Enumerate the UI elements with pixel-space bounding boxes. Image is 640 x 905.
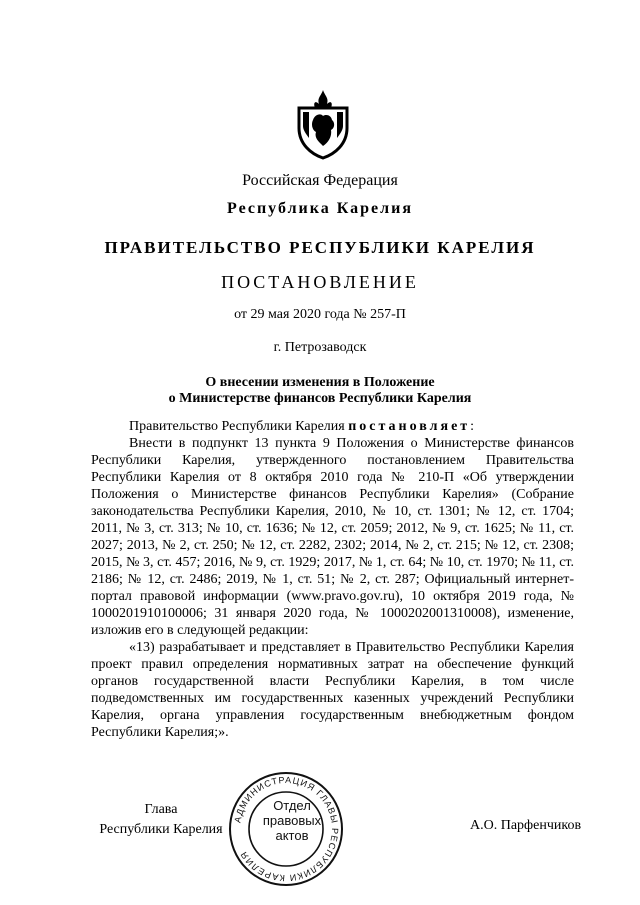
subject-line-1: О внесении изменения в Положение (205, 375, 435, 390)
signer-name: А.О. Парфенчиков (470, 818, 582, 833)
republic-name: Республика Карелия (227, 200, 413, 217)
subject-line-2: о Министерстве финансов Республики Карелия (168, 391, 472, 406)
country-name: Российская Федерация (242, 172, 398, 189)
signer-title-line-1: Глава (144, 802, 178, 817)
signer-title-line-2: Республики Карелия (99, 822, 223, 837)
body-paragraph-2: «13) разрабатывает и представляет в Правительство Республики Карелия проект правил определения нормативных затрат на обеспечение функций органов государственной власти Республики Карелия, в том числе подведомственных им государственных казенных учреждений Республики Карелия, органа управления государственным внебюджетным фондом Республики Карелия;». (91, 640, 574, 740)
document-type: ПОСТАНОВЛЕНИЕ (221, 272, 419, 292)
city-name: г. Петрозаводск (273, 340, 367, 355)
government-title: ПРАВИТЕЛЬСТВО РЕСПУБЛИКИ КАРЕЛИЯ (104, 238, 536, 257)
decree-date-number: от 29 мая 2020 года № 257-П (234, 307, 406, 322)
intro-text: Правительство Республики Карелия (129, 419, 345, 434)
intro-spaced-word: постановляет (348, 419, 471, 434)
coat-of-arms-icon (295, 88, 351, 160)
stamp-line-3: актов (275, 828, 309, 843)
intro-paragraph (91, 418, 574, 435)
stamp-ring-text: АДМИНИСТРАЦИЯ ГЛАВЫ РЕСПУБЛИКИ КАРЕЛИЯ (232, 774, 341, 884)
signer-title (91, 800, 231, 840)
intro-tail: : (470, 419, 475, 434)
decree-subject (0, 375, 640, 407)
stamp-line-1: Отдел (273, 798, 311, 813)
body-paragraph-1: Внести в подпункт 13 пункта 9 Положения о Министерстве финансов Республики Карелия, утвержденного постановлением Правительства Республики Карелия от 8 октября 2010 года № 210-П «Об утверждении Положения о Министерстве финансов Республики Карелия» (Собрание законодательства Республики Карелия, 2010, № 10, ст. 1301; № 12, ст. 1704; 2011, № 3, ст. 313; № 10, ст. 1636; № 12, ст. 2059; 2012, № 9, ст. 1625; № 11, ст. 2027; 2013, № 2, ст. 250; № 12, ст. 2282, 2302; 2014, № 2, ст. 215; № 12, ст. 2308; 2015, № 3, ст. 457; 2016, № 9, ст. 1929; 2017, № 1, ст. 64; № 10, ст. 1970; № 11, ст. 2186; № 12, ст. 2486; 2019, № 1, ст. 51; № 2, ст. 287; Официальный интернет-портал правовой информации (www.pravo.gov.ru), 10 октября 2019 года, № 1000201910100006; 31 января 2020 года, № 1000202001310008), изменение, изложив его в следующей редакции: (91, 436, 574, 638)
decree-body (91, 418, 574, 741)
stamp-line-2: правовых (262, 813, 322, 828)
stamp-center-text (258, 798, 326, 843)
